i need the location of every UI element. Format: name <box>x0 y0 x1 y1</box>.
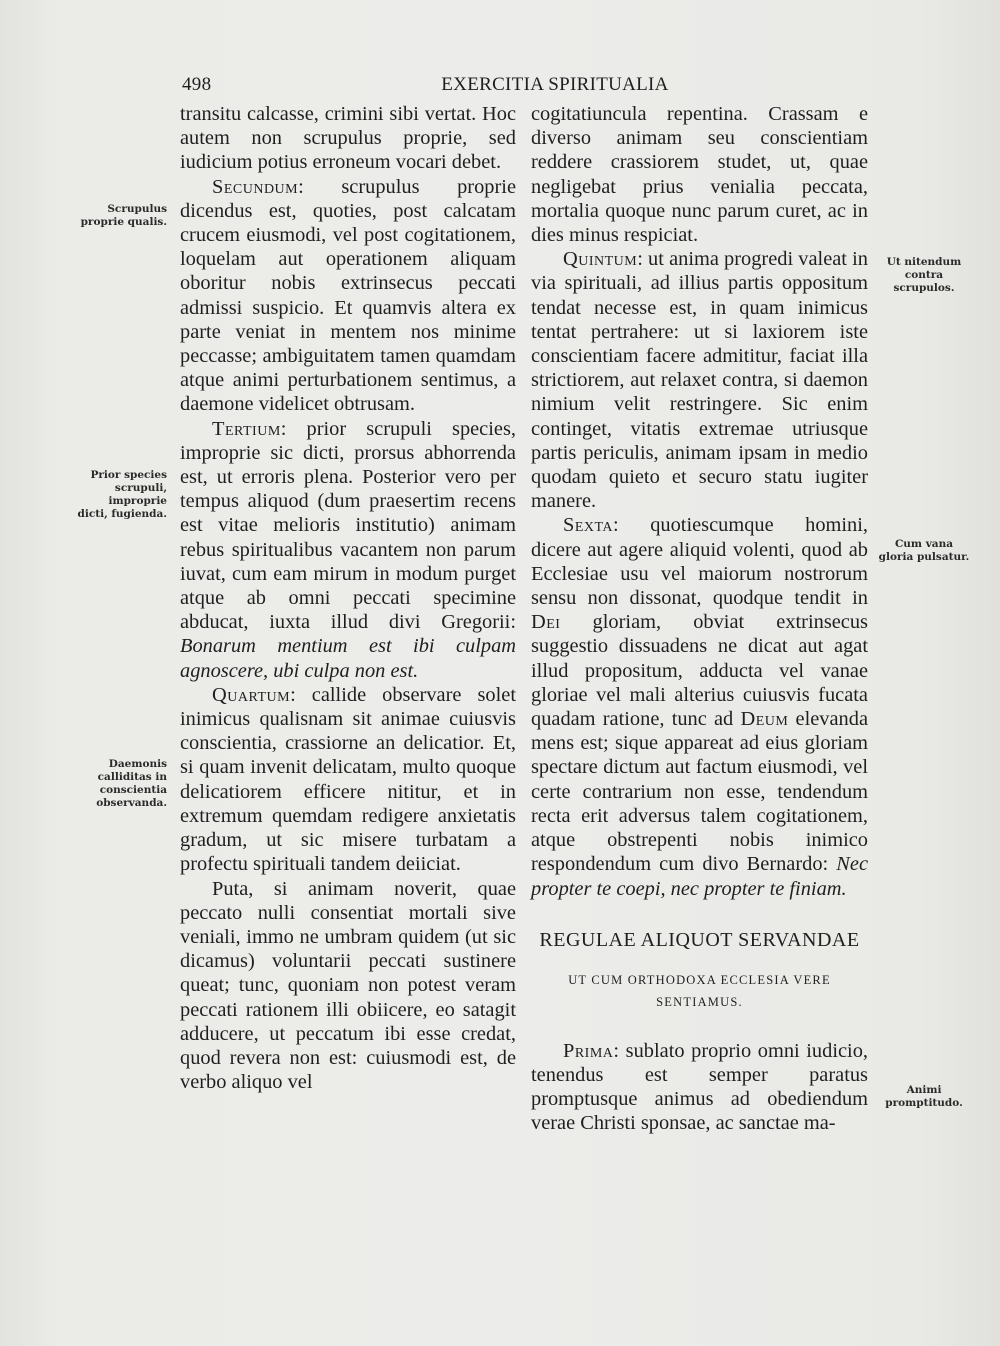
item-label: Quintum <box>563 248 638 271</box>
item-label: Tertium <box>212 417 281 440</box>
paragraph-prima <box>531 1039 868 1136</box>
paragraph-text: elevanda mens est; sique appareat ad eius gloriam spectare dictum aut factum eiusmodi, vel certe contrarium non esse, tendendum recta erit adversus talem cogitationem, atque obstrepenti nobis inimico respondendum cum divo Bernardo: <box>531 708 868 876</box>
margin-note-prior-species: Prior species scrupuli, improprie dicti, fugienda. <box>77 469 167 520</box>
section-heading: REGULAE ALIQUOT SERVANDAE <box>539 928 860 951</box>
paragraph-text: : scrupulus proprie dicendus est, quoties, post calcatam crucem eiusmodi, vel post cogitationem, loquelam aut operationem aliquam oboritur nobis extrinsecus peccati admissi suspicio. Et quamvis altera ex parte veniat in mentem nos minime peccasse; ambiguitatem tamen quamdam atque animi perturbationem sentimus, a daemone videlicet obtrusam. <box>180 175 516 416</box>
paragraph-quintum <box>531 247 868 513</box>
paragraph-sexta <box>531 513 868 900</box>
paragraph-quartum <box>180 683 516 877</box>
item-label: Secundum <box>212 175 299 198</box>
subheading-line: UT CUM ORTHODOXA ECCLESIA VERE <box>568 972 831 987</box>
paragraph-text: : quotiescumque homini, dicere aut agere aliquid volenti, quod ab Ecclesiae usu vel maiorum nostrorum sensu non dissonat, quodque tendit in <box>531 514 868 610</box>
divine-name: Deum <box>740 708 789 731</box>
paragraph-text: : prior scrupuli species, improprie sic dicti, prorsus abhorrenda est, ut erroris plena. Posterior vero per tempus aliquod (dum praesertim recens est vitae melioris institutio) animam rebus spiritualibus vacantem non parum iuvat, cum eam mirum in modum purget atque ab omni peccati specimine abducat, iuxta illud divi Gregorii: <box>180 417 516 634</box>
item-label: Quartum <box>212 683 291 706</box>
right-column <box>531 102 868 1136</box>
item-label: Sexta <box>563 514 614 537</box>
paragraph: transitu calcasse, crimini sibi vertat. Hoc autem non scrupulus proprie, sed iudicium potius erroneum vocari debet. <box>180 103 516 174</box>
spacer <box>531 1013 868 1039</box>
margin-note-scrupulus: Scrupulus proprie qualis. <box>80 203 167 228</box>
item-label: Prima <box>563 1039 614 1062</box>
page-number: 498 <box>182 74 212 95</box>
paragraph-text: gloriam, obviat extrinsecus suggestio dissuadens ne dicat aut agat illud propositum, adducta vel vanae gloriae vel mali alterius cuiusvis fucata quadam ratione, tunc ad <box>531 611 868 731</box>
quotation: Nec propter te coepi, nec propter te finiam. <box>531 853 868 900</box>
margin-note-daemonis: Daemonis calliditas in conscientia observanda. <box>96 758 167 809</box>
left-column <box>180 102 516 1094</box>
divine-name: Dei <box>531 611 561 634</box>
margin-note-ut-nitendum: Ut nitendum contra scrupulos. <box>886 256 962 294</box>
margin-note-animi: Animi promptitudo. <box>885 1084 963 1109</box>
quotation: Bonarum mentium est ibi culpam agnoscere, ubi culpa non est. <box>180 635 516 682</box>
paragraph: cogitatiuncula repentina. Crassam e diverso animam seu conscientiam reddere crassiorem studet, ut, quae negligebat prius venialia peccata, mortalia quoque nunc parum curet, ac in dies minus respiciat. <box>531 103 868 247</box>
subheading-line: SENTIAMUS. <box>656 994 743 1009</box>
paragraph-text: : callide observare solet inimicus qualisnam sit animae cuiusvis conscientia, crassiorne an delicatior. Et, si quam invenit delicatam, multo quoque delicatiorem efficere nititur, et in extremum quemdam redigere anxietatis gradum, ut sic misere turbatam a profectu spirituali tandem deiiciat. <box>180 683 516 876</box>
paragraph-tertium <box>180 417 516 683</box>
paragraph-text: : sublato proprio omni iudicio, tenendus est semper paratus promptusque animus ad obediendum verae Christi sponsae, ac sanctae ma- <box>531 1039 868 1135</box>
section-subheading <box>531 969 868 1013</box>
running-title: EXERCITIA SPIRITUALIA <box>441 74 669 95</box>
margin-note-vana-gloria: Cum vana gloria pulsatur. <box>878 538 970 563</box>
paragraph-puta: Puta, si animam noverit, quae peccato nulli consentiat mortali sive veniali, immo ne umbram quidem (ut sic dicamus) voluntarii peccati sustinere queat; tunc, quoniam non potest veram peccati rationem illi obiicere, eo satagit adducere, ut peccatum ibi esse credat, quod revera non est: cuiusmodi est, de verbo aliquo vel <box>180 877 516 1094</box>
paragraph-secundum <box>180 175 516 417</box>
paragraph-text: : ut anima progredi valeat in via spirituali, ad illius partis oppositum tendat necesse est, in quam inimicus tentat pertrahere: ut si laxiorem iste conscientiam facere admititur, faciat illa strictiorem, aut relaxet contra, si daemon nimium velit restringere. Sic enim continget, vitatis extremae utriusque partis periculis, animam ipsam in medio quodam quieto et securo statu iugiter manere. <box>531 248 868 513</box>
running-header <box>182 74 868 102</box>
